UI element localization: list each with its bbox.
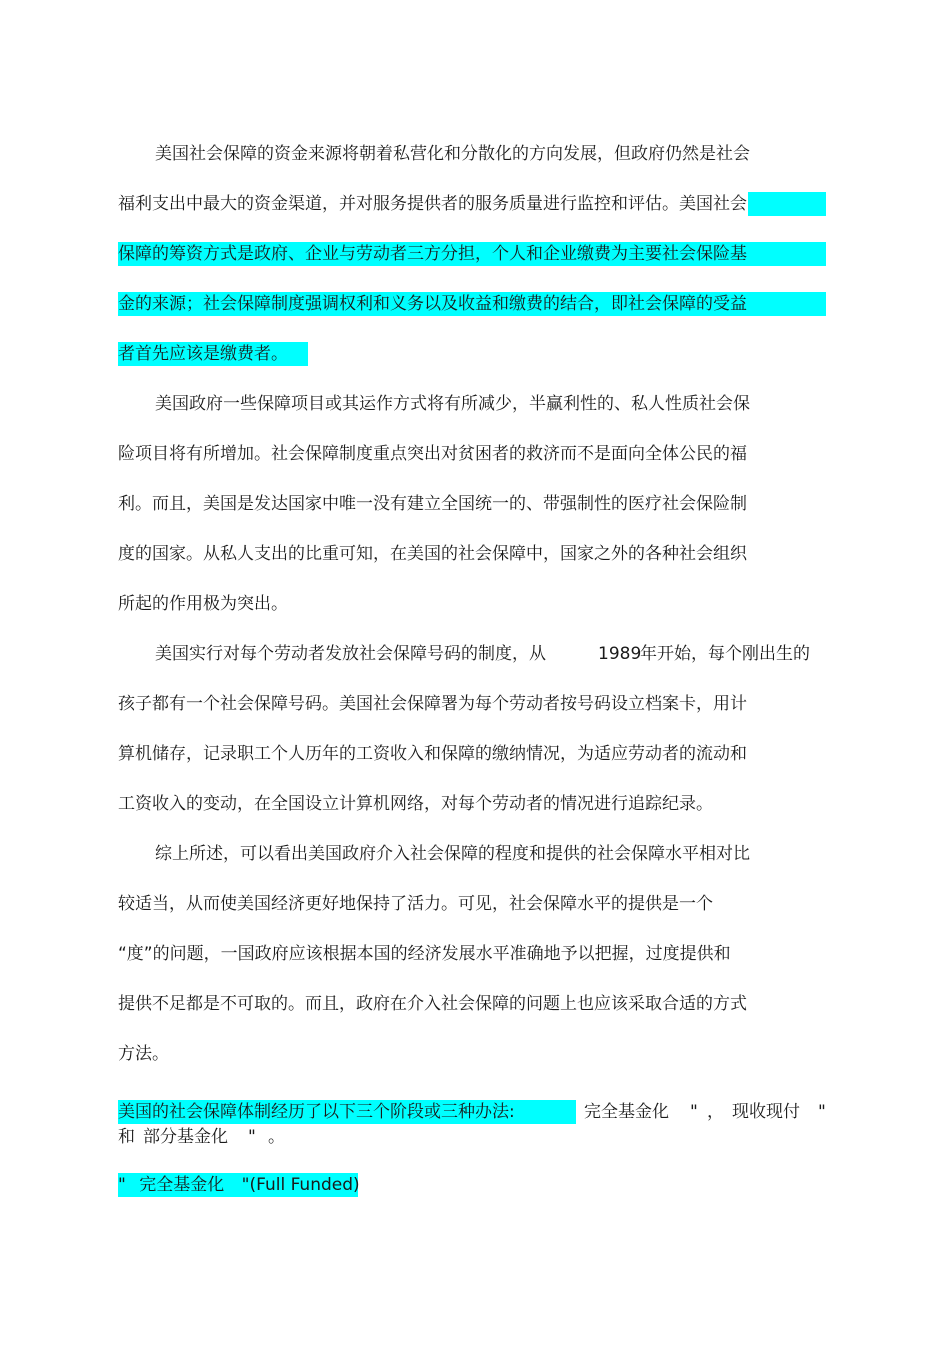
- paragraph-line: 方法。: [118, 1044, 169, 1064]
- period: 。: [268, 1127, 285, 1147]
- heading-title: 完全基金化: [139, 1175, 225, 1195]
- quote-mark: ": [690, 1102, 698, 1122]
- quote-mark: ": [248, 1127, 256, 1147]
- paragraph-line: 保障的筹资方式是政府、企业与劳动者三方分担，个人和企业缴费为主要社会保险基: [118, 244, 747, 264]
- conjunction: 和: [118, 1127, 135, 1147]
- quote-mark: ": [818, 1102, 826, 1122]
- text-run-highlighted: 社会: [713, 194, 747, 214]
- paragraph-line: 美国政府一些保障项目或其运作方式将有所减少，半赢利性的、私人性质社会保: [155, 394, 750, 414]
- separator: ，: [707, 1102, 724, 1122]
- highlight-run: [748, 192, 826, 216]
- paragraph-line: 提供不足都是不可取的。而且，政府在介入社会保障的问题上也应该采取合适的方式: [118, 994, 747, 1014]
- stages-intro: 美国的社会保障体制经历了以下三个阶段或三种办法:: [118, 1102, 515, 1122]
- text-run: 福利支出中最大的资金渠道，并对服务提供者的服务质量进行监控和评估。美国: [118, 194, 713, 214]
- paragraph-line: 年开始，每个刚出生的: [640, 644, 810, 664]
- paragraph-line: 所起的作用极为突出。: [118, 594, 288, 614]
- quote-mark: ": [241, 1175, 250, 1195]
- stage-item: 部分基金化: [143, 1127, 228, 1147]
- paragraph-line: [118, 193, 747, 215]
- paragraph-line: 美国社会保障的资金来源将朝着私营化和分散化的方向发展，但政府仍然是社会: [155, 144, 750, 164]
- quote-mark: ": [118, 1175, 126, 1195]
- year-number: 1989: [598, 644, 642, 664]
- paragraph-line: 美国实行对每个劳动者发放社会保障号码的制度，从: [155, 644, 546, 664]
- paragraph-line: 者首先应该是缴费者。: [118, 344, 288, 364]
- paragraph-line: 算机储存，记录职工个人历年的工资收入和保障的缴纳情况，为适应劳动者的流动和: [118, 744, 747, 764]
- stage-item: 完全基金化: [584, 1102, 669, 1122]
- paragraph-line: 利。而且，美国是发达国家中唯一没有建立全国统一的、带强制性的医疗社会保险制: [118, 494, 747, 514]
- paragraph-line: “度”的问题，一国政府应该根据本国的经济发展水平准确地予以把握，过度提供和: [118, 944, 731, 964]
- paragraph-line: 险项目将有所增加。社会保障制度重点突出对贫困者的救济而不是面向全体公民的福: [118, 444, 747, 464]
- paragraph-line: 孩子都有一个社会保障号码。美国社会保障署为每个劳动者按号码设立档案卡，用计: [118, 694, 747, 714]
- paragraph-line: 较适当，从而使美国经济更好地保持了活力。可见，社会保障水平的提供是一个: [118, 894, 713, 914]
- paragraph-line: 工资收入的变动，在全国设立计算机网络，对每个劳动者的情况进行追踪纪录。: [118, 794, 713, 814]
- heading-english: (Full Funded): [249, 1175, 360, 1195]
- paragraph-line: 度的国家。从私人支出的比重可知，在美国的社会保障中，国家之外的各种社会组织: [118, 544, 747, 564]
- stage-item: 现收现付: [732, 1102, 800, 1122]
- paragraph-line: 金的来源；社会保障制度强调权利和义务以及收益和缴费的结合，即社会保障的受益: [118, 294, 747, 314]
- paragraph-line: 综上所述，可以看出美国政府介入社会保障的程度和提供的社会保障水平相对比: [155, 844, 750, 864]
- section-heading: [118, 1174, 360, 1196]
